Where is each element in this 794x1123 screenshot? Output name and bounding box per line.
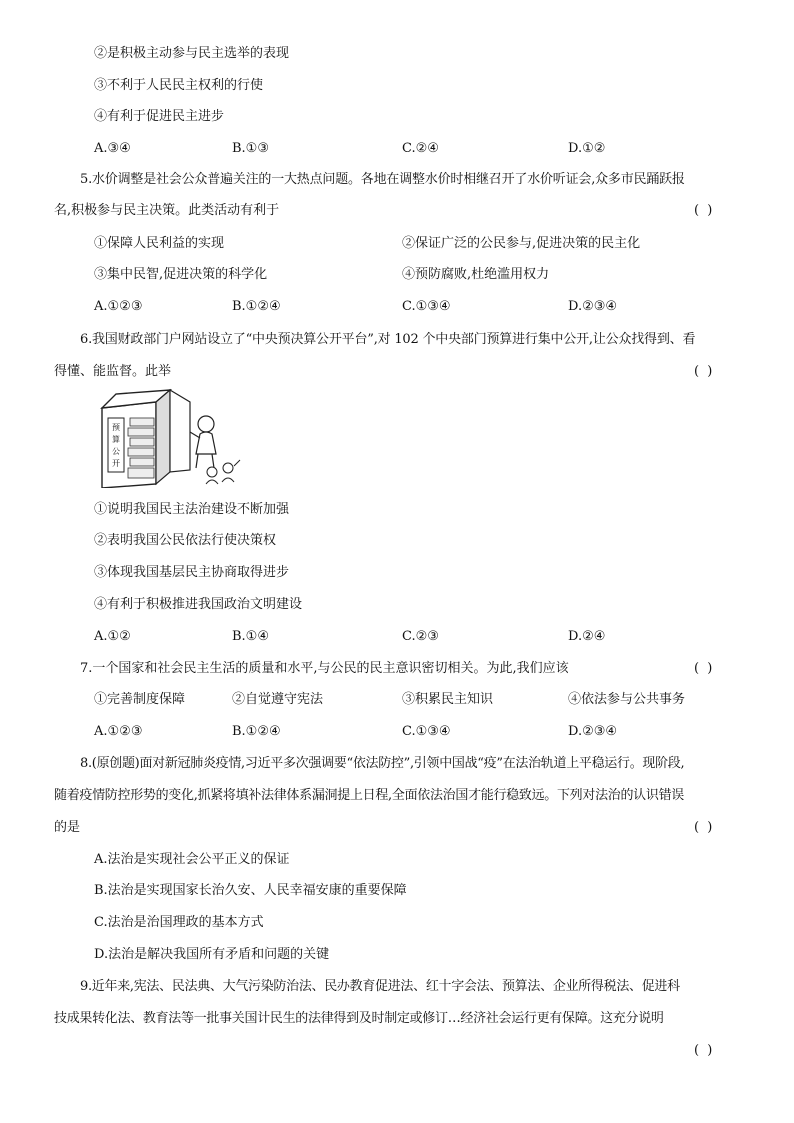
- q6-option-d: D.②④: [568, 629, 606, 644]
- box-label-char-3: 公: [112, 447, 120, 456]
- q6-stem-line-2: 得懂、能监督。此举: [54, 364, 172, 379]
- q7-statement-2: ②自觉遵守宪法: [232, 692, 324, 707]
- q7-statement-4: ④依法参与公共事务: [568, 692, 686, 707]
- q6-statement-1: ①说明我国民主法治建设不断加强: [94, 502, 290, 517]
- q6-option-a: A.①②: [94, 629, 131, 644]
- q7-option-d: D.②③④: [568, 724, 618, 739]
- q4-statement-4: ④有利于促进民主进步: [94, 109, 225, 124]
- q5-statement-2: ②保证广泛的公民参与,促进决策的民主化: [402, 236, 641, 251]
- q8-option-c: C.法治是治国理政的基本方式: [94, 915, 264, 930]
- box-label-char-4: 开: [112, 459, 120, 468]
- q9-answer-paren: ( ): [694, 1043, 715, 1058]
- q8-stem-line-3: 的是: [54, 820, 81, 835]
- q9-stem-line-1: 9.近年来,宪法、民法典、大气污染防治法、民办教育促进法、红十字会法、预算法、企业所得税法、促进科: [80, 979, 680, 994]
- q5-option-c: C.①③④: [402, 299, 451, 314]
- q4-option-b: B.①③: [232, 141, 269, 156]
- q6-answer-paren: ( ): [694, 364, 715, 379]
- q5-stem-line-1: 5.水价调整是社会公众普遍关注的一大热点问题。各地在调整水价时相继召开了水价听证会,众多市民踊跃报: [80, 172, 685, 187]
- box-label-char-1: 预: [112, 423, 120, 432]
- q5-statement-4: ④预防腐败,杜绝滥用权力: [402, 267, 550, 282]
- budget-disclosure-cartoon: [94, 388, 250, 488]
- q9-stem-line-2: 技成果转化法、教育法等一批事关国计民生的法律得到及时制定或修订…经济社会运行更有保障。这充分说明: [54, 1011, 664, 1026]
- q4-option-c: C.②④: [402, 141, 439, 156]
- q6-statement-2: ②表明我国公民依法行使决策权: [94, 533, 277, 548]
- q7-option-c: C.①③④: [402, 724, 451, 739]
- q4-option-a: A.③④: [94, 141, 131, 156]
- q4-statement-3: ③不利于人民民主权利的行使: [94, 78, 264, 93]
- q7-stem-line-1: 7.一个国家和社会民主生活的质量和水平,与公民的民主意识密切相关。为此,我们应该: [80, 661, 569, 676]
- q6-statement-4: ④有利于积极推进我国政治文明建设: [94, 597, 303, 612]
- q7-statement-1: ①完善制度保障: [94, 692, 186, 707]
- q6-option-b: B.①④: [232, 629, 269, 644]
- q5-option-a: A.①②③: [94, 299, 143, 314]
- q6-option-c: C.②③: [402, 629, 439, 644]
- q6-stem-line-1: 6.我国财政部门户网站设立了“中央预决算公开平台”,对 102 个中央部门预算进行集中公开,让公众找得到、看: [80, 332, 696, 347]
- q5-answer-paren: ( ): [694, 203, 715, 218]
- q6-statement-3: ③体现我国基层民主协商取得进步: [94, 565, 290, 580]
- q4-statement-2: ②是积极主动参与民主选举的表现: [94, 46, 290, 61]
- q8-option-b: B.法治是实现国家长治久安、人民幸福安康的重要保障: [94, 883, 407, 898]
- q5-statement-1: ①保障人民利益的实现: [94, 236, 225, 251]
- q7-statement-3: ③积累民主知识: [402, 692, 494, 707]
- q7-answer-paren: ( ): [694, 661, 715, 676]
- q7-option-a: A.①②③: [94, 724, 143, 739]
- box-label-char-2: 算: [112, 435, 120, 444]
- q5-option-b: B.①②④: [232, 299, 281, 314]
- q8-option-a: A.法治是实现社会公平正义的保证: [94, 852, 290, 867]
- q8-option-d: D.法治是解决我国所有矛盾和问题的关键: [94, 947, 330, 962]
- q7-option-b: B.①②④: [232, 724, 281, 739]
- q4-option-d: D.①②: [568, 141, 606, 156]
- q5-statement-3: ③集中民智,促进决策的科学化: [94, 267, 268, 282]
- q8-stem-line-1: 8.(原创题)面对新冠肺炎疫情,习近平多次强调要“依法防控”,引领中国战“疫”在法治轨道上平稳运行。现阶段,: [80, 756, 685, 771]
- q8-answer-paren: ( ): [694, 820, 715, 835]
- q8-stem-line-2: 随着疫情防控形势的变化,抓紧将填补法律体系漏洞提上日程,全面依法治国才能行稳致远。下列对法治的认识错误: [54, 788, 684, 803]
- q5-option-d: D.②③④: [568, 299, 618, 314]
- q5-stem-line-2: 名,积极参与民主决策。此类活动有利于: [54, 203, 280, 218]
